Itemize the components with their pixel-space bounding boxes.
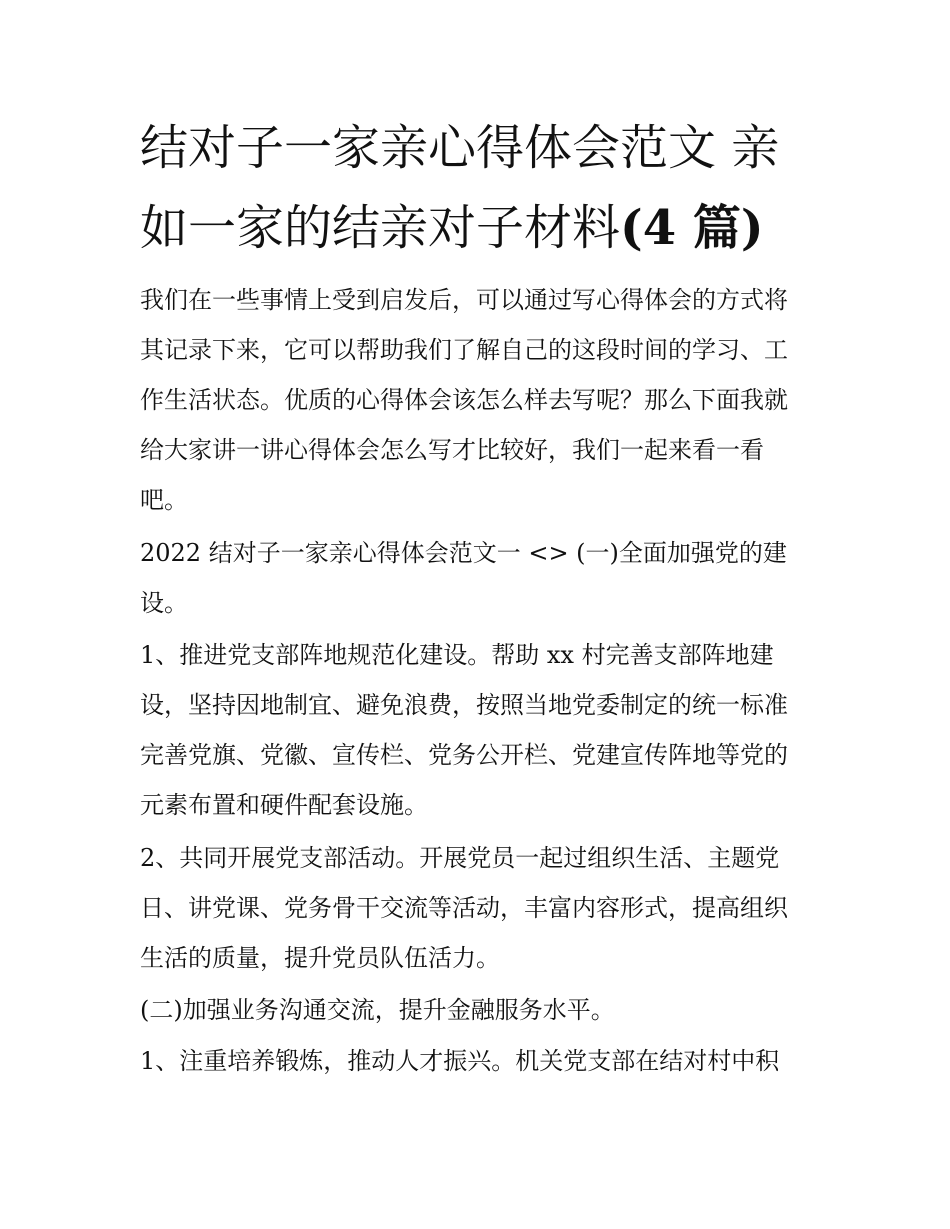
document-title-text: 如一家的结亲对子材料	[140, 200, 621, 256]
document-title-line-1: 结对子一家亲心得体会范文 亲	[140, 120, 780, 176]
body-line: 吧。	[140, 486, 188, 514]
body-line: 给大家讲一讲心得体会怎么写才比较好，我们一起来看一看	[140, 436, 764, 464]
body-line: 完善党旗、党徽、宣传栏、党务公开栏、党建宣传阵地等党的	[140, 741, 788, 769]
body-line: 生活的质量，提升党员队伍活力。	[140, 944, 500, 972]
document-title-count: (4 篇)	[620, 200, 764, 256]
body-line: 日、讲党课、党务骨干交流等活动，丰富内容形式，提高组织	[140, 894, 788, 922]
body-line: 其记录下来，它可以帮助我们了解自己的这段时间的学习、工	[140, 336, 788, 364]
body-line: 设，坚持因地制宜、避免浪费，按照当地党委制定的统一标准	[140, 691, 788, 719]
body-line: (二)加强业务沟通交流，提升金融服务水平。	[140, 996, 615, 1024]
body-line: 1、推进党支部阵地规范化建设。帮助 xx 村完善支部阵地建	[140, 641, 774, 669]
body-line: 我们在一些事情上受到启发后，可以通过写心得体会的方式将	[140, 286, 788, 314]
body-line: 1、注重培养锻炼，推动人才振兴。机关党支部在结对村中积	[140, 1047, 780, 1075]
body-line: 2022 结对子一家亲心得体会范文一 <> (一)全面加强党的建	[140, 539, 787, 567]
body-line: 元素布置和硬件配套设施。	[140, 791, 428, 819]
body-line: 2、共同开展党支部活动。开展党员一起过组织生活、主题党	[140, 844, 780, 872]
body-line: 作生活状态。优质的心得体会该怎么样去写呢？那么下面我就	[140, 386, 788, 414]
body-line: 设。	[140, 589, 188, 617]
document-title-line-2	[140, 192, 830, 264]
